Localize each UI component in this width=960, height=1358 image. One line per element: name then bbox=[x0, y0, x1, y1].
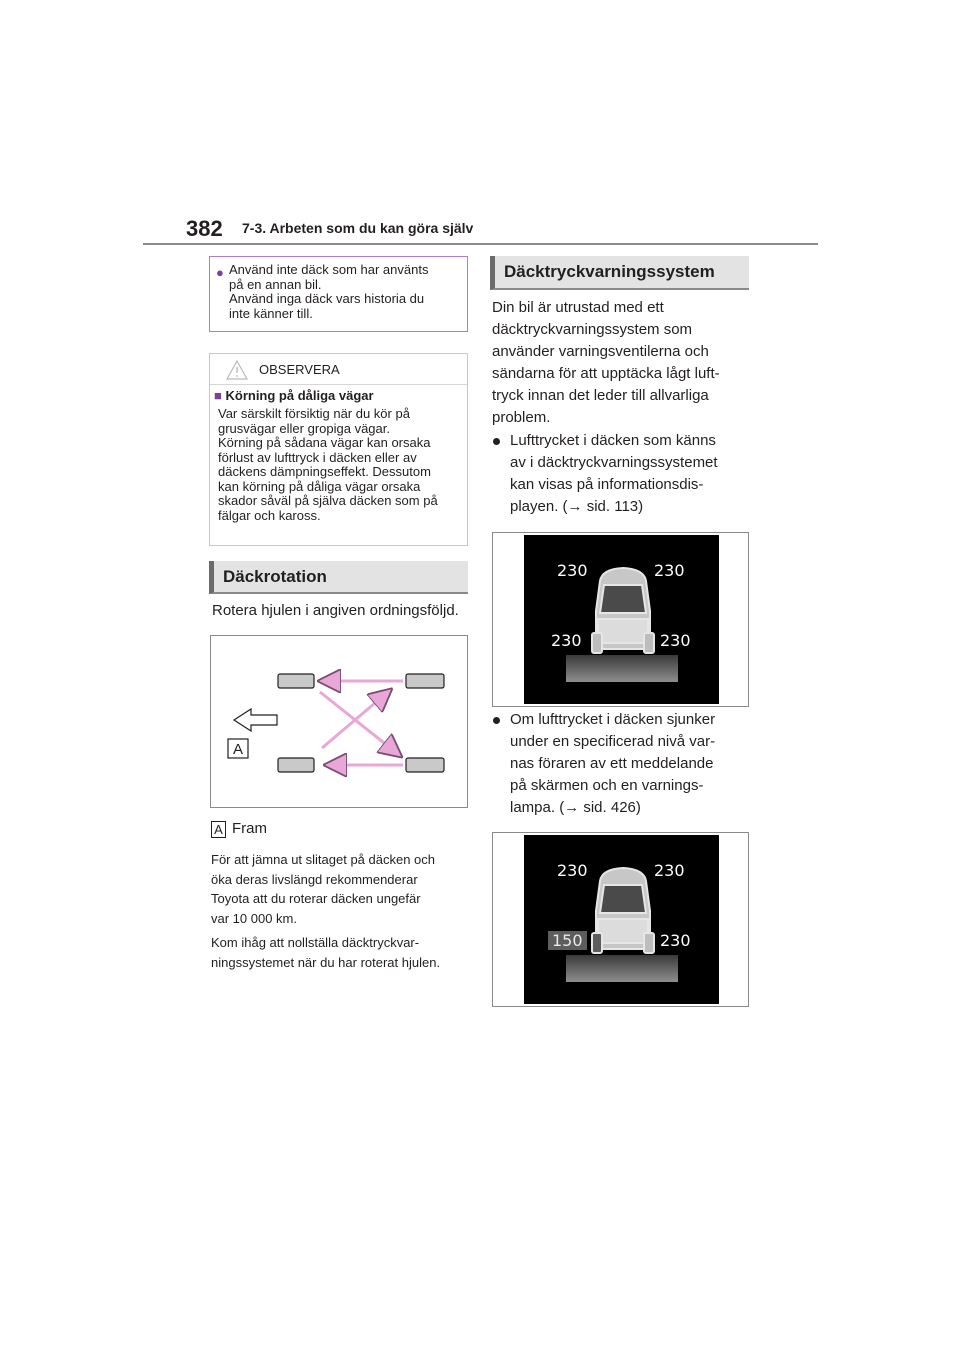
fram-legend bbox=[211, 820, 267, 838]
fram-text: Fram bbox=[232, 820, 267, 837]
display-screen bbox=[524, 835, 719, 1004]
display-screen bbox=[524, 535, 719, 704]
observera-label: OBSERVERA bbox=[259, 362, 340, 377]
square-bullet-icon: ■ bbox=[214, 388, 222, 403]
tire-rear-left bbox=[278, 758, 314, 772]
page-number: 382 bbox=[186, 216, 223, 241]
front-direction-arrow-icon bbox=[234, 709, 277, 731]
observera-box bbox=[209, 353, 468, 546]
pressure-rear-right: 230 bbox=[660, 931, 691, 950]
observera-title: ■ Körning på dåliga vägar bbox=[214, 388, 374, 403]
pressure-rear-left-low: 150 bbox=[548, 931, 587, 950]
bullet-icon: ● bbox=[216, 265, 224, 280]
display-floor bbox=[566, 955, 678, 982]
rotation-intro: Rotera hjulen i angiven ordningsföljd. bbox=[212, 602, 459, 619]
header-divider bbox=[143, 243, 818, 245]
rotation-diagram-graphic bbox=[211, 636, 467, 807]
rotation-paragraph-1: För att jämna ut slitaget på däcken och öka deras livslängd rekommenderar Toyota att du roterar däcken ungefär var 10 000 km. bbox=[211, 852, 436, 926]
car-icon bbox=[590, 565, 656, 657]
pressure-front-left: 230 bbox=[557, 861, 588, 880]
rotation-paragraph-2: Kom ihåg att nollställa däcktryckvar- ningssystemet när du har roterat hjulen. bbox=[211, 935, 441, 970]
pressure-front-right: 230 bbox=[654, 861, 685, 880]
observera-header bbox=[210, 354, 467, 385]
bullet-dot-icon bbox=[493, 438, 500, 445]
section-heading-rotation: Däckrotation bbox=[209, 561, 468, 594]
section-heading-tpms: Däcktryckvarningssystem bbox=[490, 256, 749, 290]
tpms-display-low-pressure bbox=[492, 832, 749, 1007]
note-box bbox=[209, 256, 468, 332]
fram-letter: A bbox=[211, 821, 226, 838]
tire-front-right bbox=[406, 674, 444, 688]
tpms-bullet-1: Lufttrycket i däcken som känns av i däcktryckvarningssystemet kan visas på informationsdis- playen. (→ sid. 113) bbox=[493, 430, 743, 520]
tire-rotation-diagram bbox=[210, 635, 468, 808]
car-icon bbox=[590, 865, 656, 957]
display-floor bbox=[566, 655, 678, 682]
warning-icon bbox=[226, 360, 248, 380]
tpms-display-normal bbox=[492, 532, 749, 707]
arrow-fl-to-rr bbox=[320, 692, 398, 754]
chapter-title: 7-3. Arbeten som du kan göra själv bbox=[242, 220, 474, 236]
observera-body: Var särskilt försiktig när du kör på grusvägar eller gropiga vägar. Körning på sådana vägar kan orsaka förlust av lufttryck i däcken eller av däckens dämpningseffekt. Dessutom kan körning på dåliga vägar orsaka skador såväl på själva däcken som på fälgar och kaross. bbox=[218, 406, 438, 523]
diagram-label: A bbox=[232, 741, 244, 758]
tpms-bullet-2: Om lufttrycket i däcken sjunker under en specificerad nivå var- nas föraren av ett meddelande på skärmen och en varnings- lampa. (→ sid. 426) bbox=[493, 709, 743, 821]
tire-rear-right bbox=[406, 758, 444, 772]
tire-front-left bbox=[278, 674, 314, 688]
pressure-rear-right: 230 bbox=[660, 631, 691, 650]
tpms-intro: Din bil är utrustad med ett däcktryckvarningssystem som använder varningsventilerna och sändarna för att upptäcka lågt luft- tryck innan det leder till allvarliga problem. bbox=[492, 299, 720, 426]
pressure-rear-left: 230 bbox=[551, 631, 582, 650]
pressure-front-left: 230 bbox=[557, 561, 588, 580]
bullet-dot-icon bbox=[493, 717, 500, 724]
rotation-arrows bbox=[320, 681, 403, 765]
pressure-front-right: 230 bbox=[654, 561, 685, 580]
note-text: Använd inte däck som har använts på en annan bil. Använd inga däck vars historia du inte känner till. bbox=[229, 262, 429, 321]
